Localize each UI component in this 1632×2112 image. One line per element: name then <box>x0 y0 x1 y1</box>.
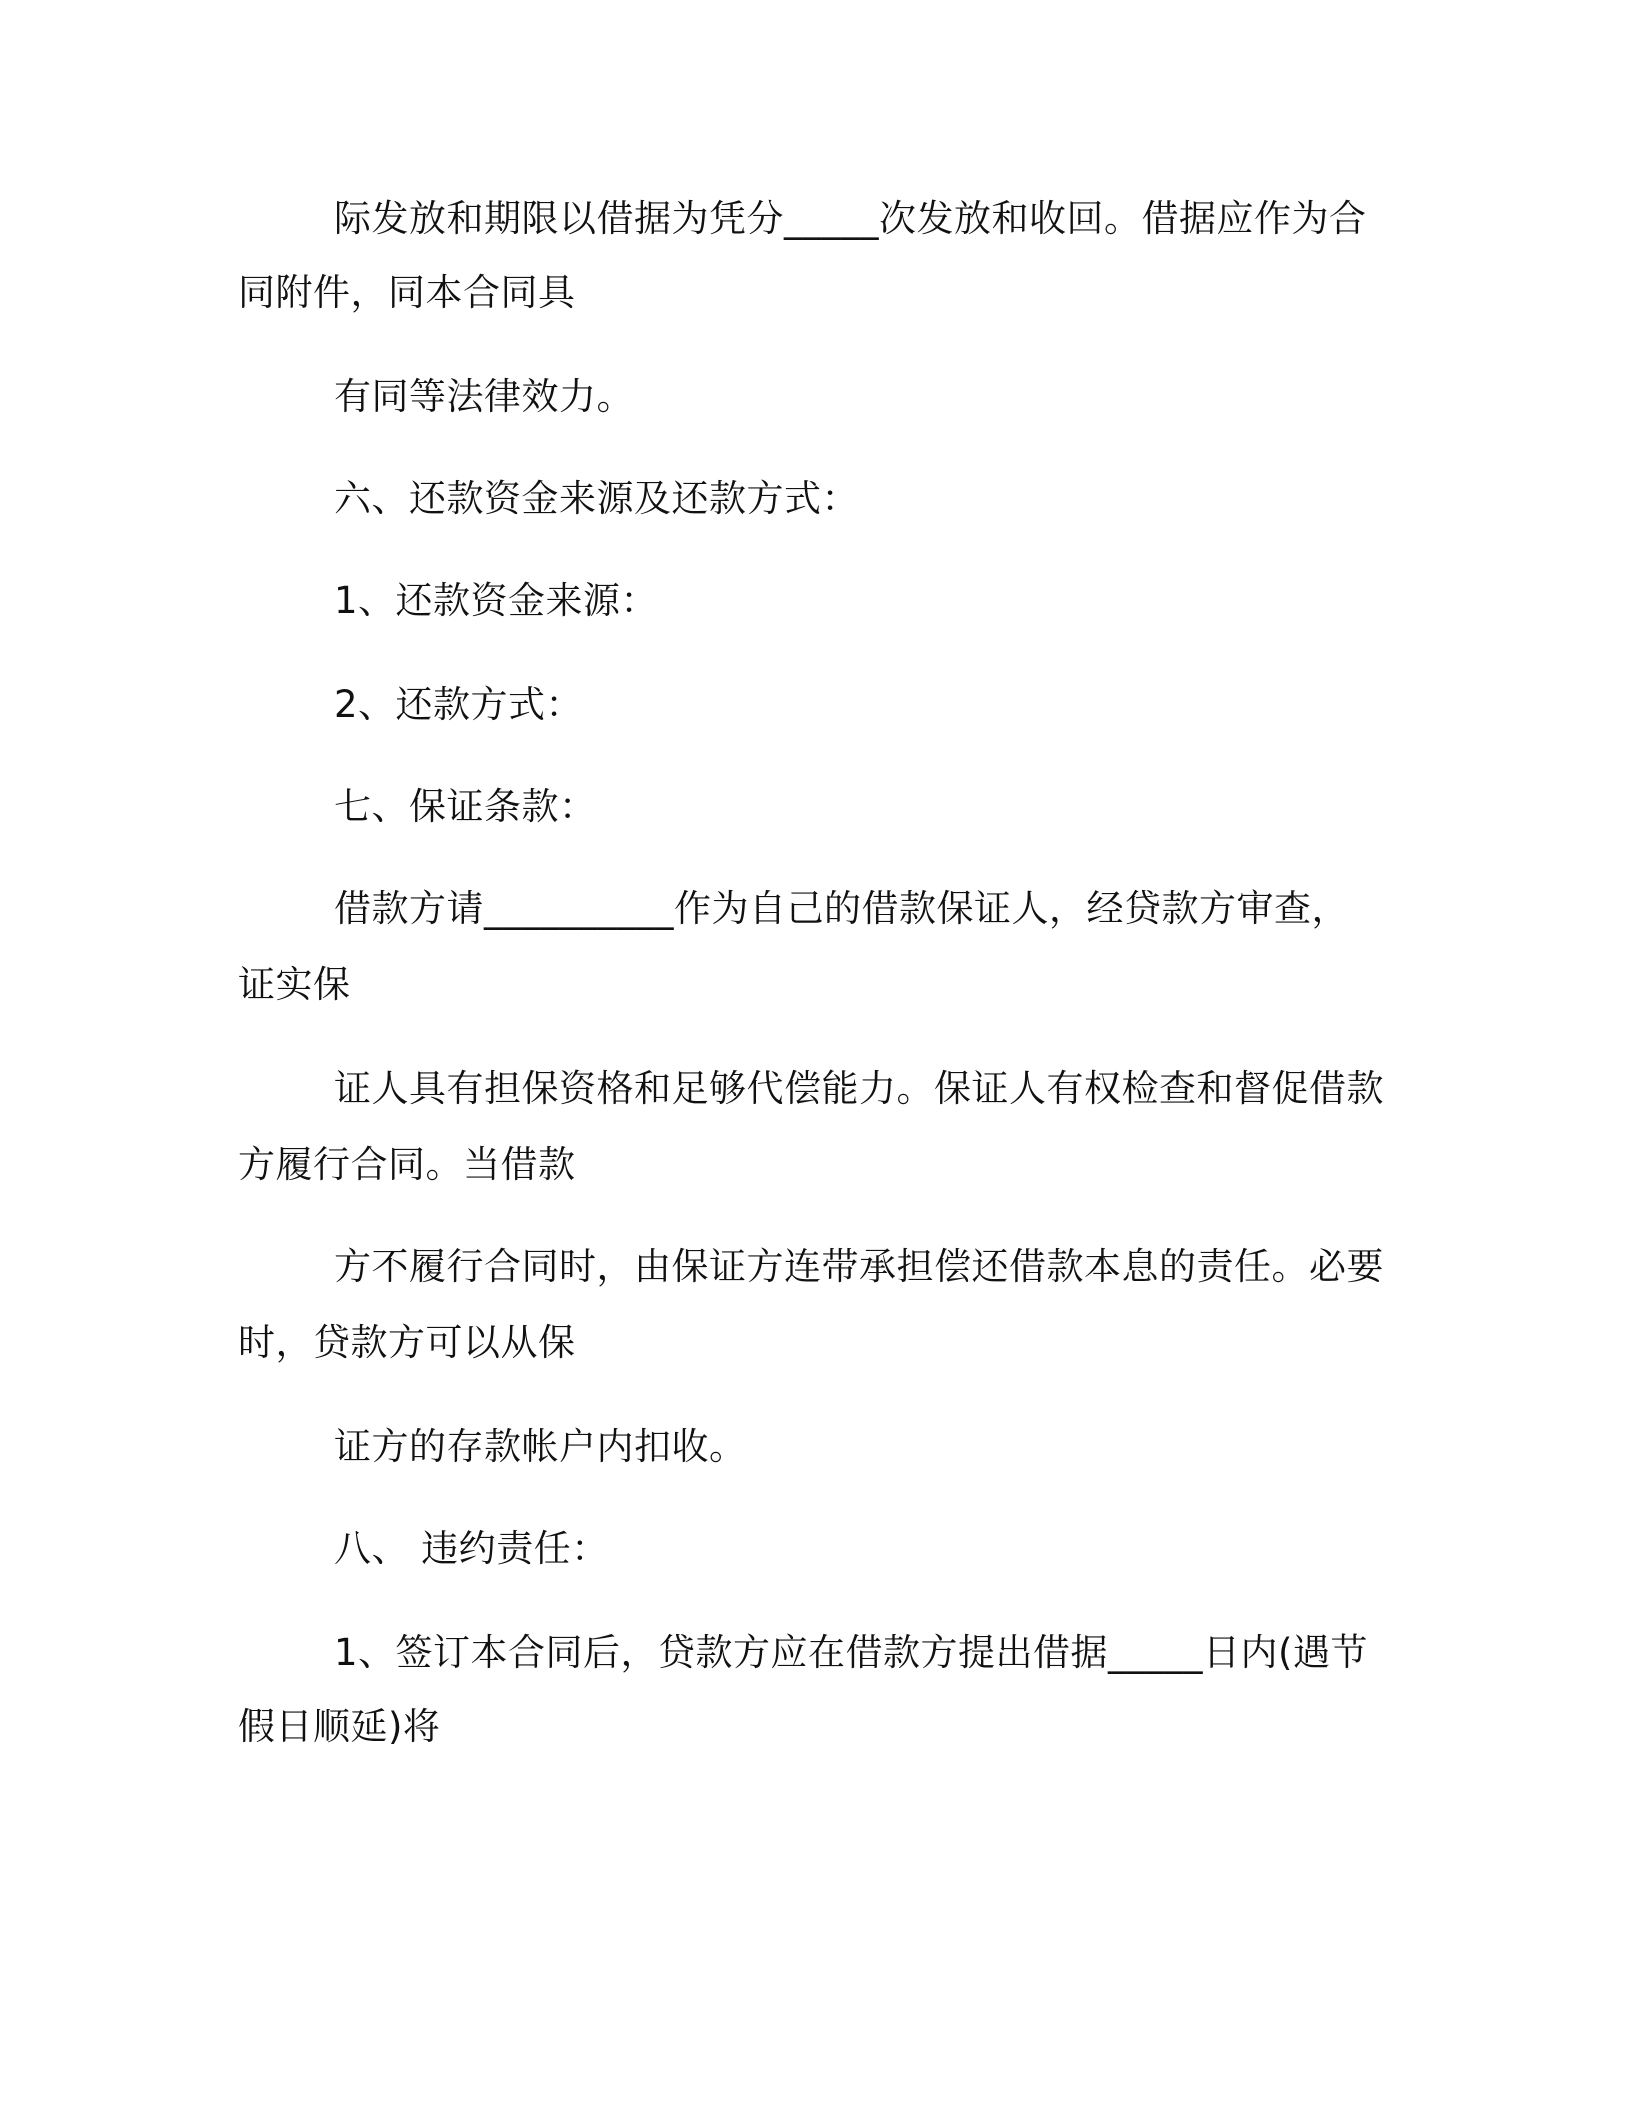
text-line: 方履行合同。当借款 <box>238 1143 576 1186</box>
list-item: 1、还款资金来源： <box>334 579 659 622</box>
list-item: 1、签订本合同后，贷款方应在借款方提出借据_____日内(遇节 <box>334 1631 1368 1674</box>
text-line: 借款方请__________作为自己的借款保证人，经贷款方审查， <box>334 887 1349 930</box>
text-line: 假日顺延)将 <box>238 1705 441 1748</box>
text-line: 际发放和期限以借据为凭分_____次发放和收回。借据应作为合 <box>334 197 1367 240</box>
text-line: 同附件，同本合同具 <box>238 271 576 314</box>
text-line: 证人具有担保资格和足够代偿能力。保证人有权检查和督促借款 <box>334 1067 1384 1110</box>
text-line: 时，贷款方可以从保 <box>238 1321 576 1364</box>
section-heading: 八、 违约责任： <box>334 1527 609 1570</box>
text-line: 证方的存款帐户内扣收。 <box>334 1425 747 1468</box>
text-line: 有同等法律效力。 <box>334 375 634 418</box>
list-item: 2、还款方式： <box>334 683 584 726</box>
text-line: 证实保 <box>238 963 351 1006</box>
text-line: 方不履行合同时，由保证方连带承担偿还借款本息的责任。必要 <box>334 1245 1384 1288</box>
section-heading: 七、保证条款： <box>334 785 597 828</box>
section-heading: 六、还款资金来源及还款方式： <box>334 477 859 520</box>
